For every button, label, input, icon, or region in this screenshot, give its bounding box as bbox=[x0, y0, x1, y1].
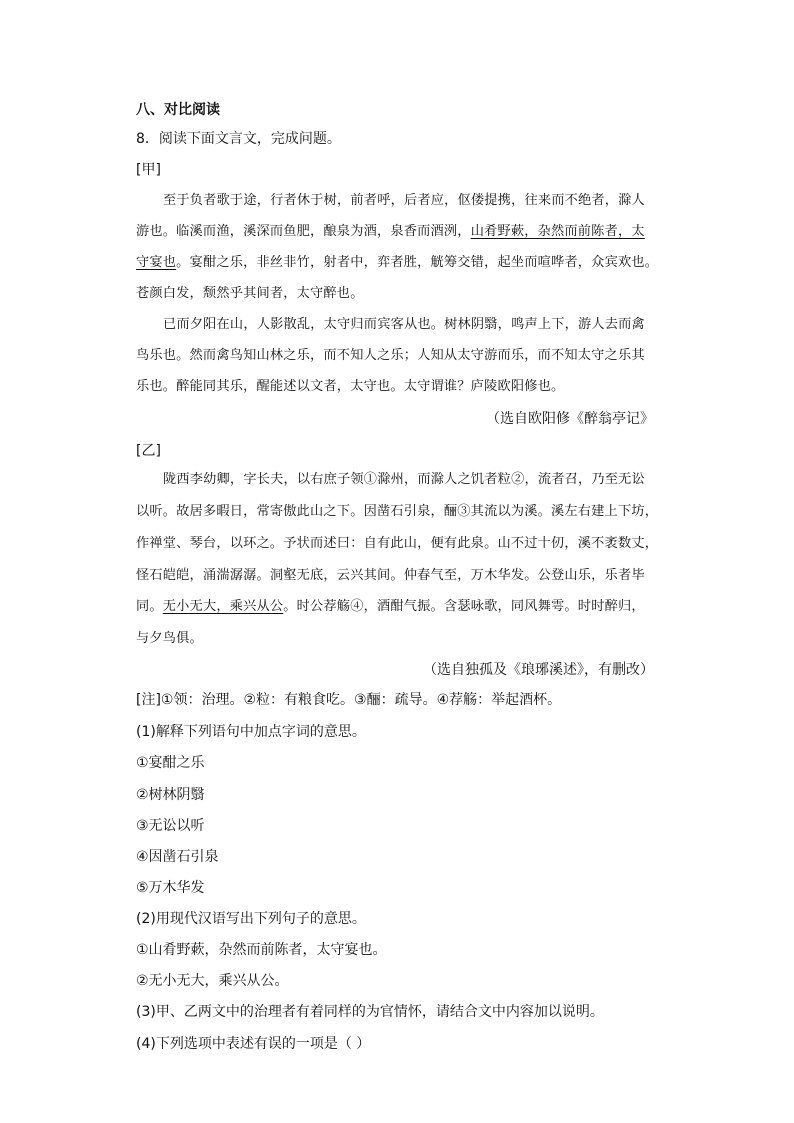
question-2-prompt: (2)用现代汉语写出下列句子的意思。 bbox=[136, 911, 366, 927]
question-1-item: ④因凿石引泉 bbox=[136, 849, 219, 865]
passage-b-line: 与夕鸟俱。 bbox=[136, 631, 203, 646]
question-intro: 8．阅读下面文言文，完成问题。 bbox=[136, 131, 341, 147]
passage-b-line bbox=[136, 597, 645, 617]
annotation-note: [注]①领：治理。②粒：有粮食吃。③酾：疏导。④荐觞：举起酒杯。 bbox=[136, 692, 562, 708]
passage-b-line: 陇西李幼卿，字长夫，以右庶子领①滁州，而滁人之饥者粒②，流者召，乃至无讼 bbox=[163, 472, 645, 487]
passage-a-label: [甲] bbox=[136, 162, 161, 178]
passage-b-line: 作禅堂、琴台，以环之。予状而述曰：自有此山，便有此泉。山不过十仞，溪不袤数丈， bbox=[136, 536, 659, 551]
passage-a-text: 游也。临溪而渔，溪深而鱼肥，酿泉为酒，泉香而酒洌， bbox=[136, 224, 471, 239]
question-1-item: ②树林阴翳 bbox=[136, 787, 205, 803]
question-2-item: ①山肴野蔌，杂然而前陈者，太守宴也。 bbox=[136, 942, 387, 958]
passage-a-line bbox=[136, 222, 645, 242]
question-1-prompt: (1)解释下列语句中加点字词的意思。 bbox=[136, 724, 366, 740]
question-1-item: ③无讼以听 bbox=[136, 818, 205, 834]
passage-a-line: 鸟乐也。然而禽鸟知山林之乐，而不知人之乐；人知从太守游而乐，而不知太守之乐其 bbox=[136, 348, 645, 363]
passage-b-text: 同。 bbox=[136, 599, 163, 614]
passage-a-line: 已而夕阳在山，人影散乱，太守归而宾客从也。树林阴翳，鸣声上下，游人去而禽 bbox=[163, 317, 645, 332]
passage-a-line: 至于负者歌于途，行者休于树，前者呼，后者应，伛偻提携，往来而不绝者，滁人 bbox=[163, 193, 645, 208]
passage-b-text: 。时公荐觞④，酒酣气振。含瑟咏歌，同风舞雩。时时醉归， bbox=[283, 599, 645, 614]
question-4-prompt: (4)下列选项中表述有误的一项是（ ） bbox=[136, 1036, 371, 1052]
passage-b-line: 怪石皑皑，涌湍潺潺。洞壑无底，云兴其间。仲春气至，万木华发。公登山乐，乐者毕 bbox=[136, 568, 645, 583]
underlined-sentence: 山肴野蔌，杂然而前陈者，太 bbox=[470, 224, 645, 239]
passage-b-label: [乙] bbox=[136, 443, 161, 459]
passage-b-line: 以听。故居多暇日，常寄傲此山之下。因凿石引泉，酾③其流以为溪。溪左右建上下坊， bbox=[136, 504, 659, 519]
passage-a-line: 乐也。醉能同其乐，醒能述以文者，太守也。太守谓谁？庐陵欧阳修也。 bbox=[136, 379, 565, 394]
question-3-prompt: (3)甲、乙两文中的治理者有着同样的为官情怀，请结合文中内容加以说明。 bbox=[136, 1004, 604, 1020]
question-1-item: ①宴酣之乐 bbox=[136, 755, 205, 771]
underlined-sentence: 守宴也 bbox=[136, 255, 177, 270]
question-2-item: ②无小无大，乘兴从公。 bbox=[136, 973, 289, 989]
passage-b-source: （选自独孤及《琅琊溪述》，有删改） bbox=[423, 662, 654, 678]
passage-a-line: 苍颜白发，颓然乎其间者，太守醉也。 bbox=[136, 286, 364, 301]
section-title: 八、对比阅读 bbox=[136, 102, 220, 118]
passage-a-text: 。宴酣之乐，非丝非竹，射者中，弈者胜，觥筹交错，起坐而喧哗者，众宾欢也。 bbox=[176, 255, 659, 270]
passage-a-line bbox=[136, 253, 658, 273]
underlined-sentence: 无小无大，乘兴从公 bbox=[162, 599, 284, 614]
question-1-item: ⑤万木华发 bbox=[136, 880, 205, 896]
passage-a-source: （选自欧阳修《醉翁亭记》 bbox=[486, 411, 654, 427]
